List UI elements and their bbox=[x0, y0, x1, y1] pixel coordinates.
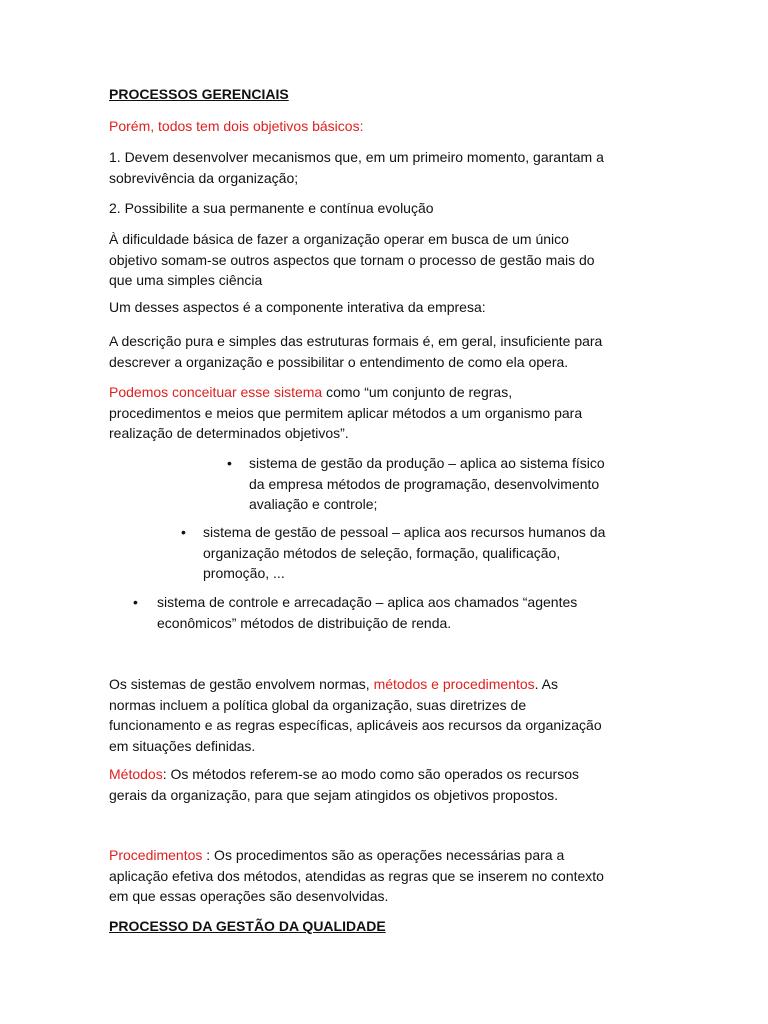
text-line: A descrição pura e simples das estruturas formais é, em geral, insuficiente para bbox=[109, 333, 603, 349]
bullet-item-collection bbox=[133, 592, 578, 633]
text-line: organização métodos de seleção, formação, qualificação, bbox=[203, 544, 561, 561]
text-line: promoção, ... bbox=[203, 565, 285, 581]
text-line: realização de determinados objetivos”. bbox=[109, 425, 349, 441]
text-line bbox=[109, 674, 602, 695]
text-line bbox=[109, 382, 582, 403]
text-span: : Os métodos referem-se ao modo como são operados os recursos bbox=[162, 766, 580, 782]
text-line: normas incluem a política global da organização, suas diretrizes de bbox=[109, 696, 527, 713]
text-line bbox=[109, 764, 579, 785]
section-heading-processos-gerenciais: PROCESSOS GERENCIAIS bbox=[109, 86, 289, 102]
text-line: sistema de gestão da produção – aplica ao sistema físico bbox=[249, 455, 605, 471]
paragraph-system-concept bbox=[109, 382, 582, 444]
bullet-item-personnel bbox=[181, 522, 606, 584]
text-span: . As bbox=[534, 676, 559, 692]
text-line: em que essas operações são desenvolvidas. bbox=[109, 888, 389, 904]
section-heading-quality-management: PROCESSO DA GESTÃO DA QUALIDADE bbox=[109, 918, 386, 934]
text-line: funcionamento e as regras específicas, aplicáveis aos recursos da organização bbox=[109, 717, 602, 733]
text-line: 1. Devem desenvolver mecanismos que, em um primeiro momento, garantam a bbox=[109, 149, 604, 165]
text-line: À dificuldade básica de fazer a organização operar em busca de um único bbox=[109, 231, 569, 247]
intro-statement: Porém, todos tem dois objetivos básicos: bbox=[109, 118, 364, 134]
term-label: Métodos bbox=[109, 766, 163, 782]
term-label: Procedimentos bbox=[109, 847, 203, 863]
highlighted-phrase: Podemos conceituar esse sistema bbox=[109, 384, 323, 400]
text-span: como “um conjunto de regras, bbox=[322, 384, 513, 400]
text-line: sistema de gestão de pessoal – aplica aos recursos humanos da bbox=[203, 524, 606, 540]
text-span: : Os procedimentos são as operações necessárias para a bbox=[202, 847, 565, 863]
text-line: avaliação e controle; bbox=[249, 496, 378, 512]
paragraph-formal-structures bbox=[109, 331, 602, 372]
text-line: aplicação efetiva dos métodos, atendidas as regras que se inserem no contexto bbox=[109, 867, 604, 884]
paragraph-interactive-component: Um desses aspectos é a componente interativa da empresa: bbox=[109, 299, 486, 315]
bullet-item-production bbox=[227, 453, 605, 515]
paragraph-difficulty bbox=[109, 229, 595, 291]
text-line: da empresa métodos de programação, desenvolvimento bbox=[249, 475, 600, 492]
text-line: sistema de controle e arrecadação – aplica aos chamados “agentes bbox=[157, 594, 578, 610]
text-line: em situações definidas. bbox=[109, 737, 256, 754]
paragraph-methods bbox=[109, 764, 579, 805]
text-line: gerais da organização, para que sejam atingidos os objetivos propostos. bbox=[109, 786, 559, 803]
text-line: que uma simples ciência bbox=[109, 272, 263, 288]
paragraph-objective-2: 2. Possibilite a sua permanente e contínua evolução bbox=[109, 200, 434, 216]
text-line bbox=[109, 845, 604, 866]
bullet-marker: • bbox=[181, 524, 186, 540]
paragraph-management-systems bbox=[109, 674, 602, 756]
paragraph-procedures bbox=[109, 845, 604, 907]
text-line: econômicos” métodos de distribuição de renda. bbox=[157, 614, 452, 631]
text-span: Os sistemas de gestão envolvem normas, bbox=[109, 676, 374, 692]
text-line: descrever a organização e possibilitar o entendimento de como ela opera. bbox=[109, 353, 569, 370]
bullet-marker: • bbox=[133, 594, 138, 610]
text-line: objetivo somam-se outros aspectos que tornam o processo de gestão mais do bbox=[109, 251, 595, 268]
text-line: procedimentos e meios que permitem aplicar métodos a um organismo para bbox=[109, 404, 583, 421]
highlighted-phrase: métodos e procedimentos bbox=[373, 676, 535, 692]
paragraph-objective-1 bbox=[109, 147, 604, 188]
text-line: sobrevivência da organização; bbox=[109, 169, 299, 186]
bullet-marker: • bbox=[227, 455, 232, 471]
